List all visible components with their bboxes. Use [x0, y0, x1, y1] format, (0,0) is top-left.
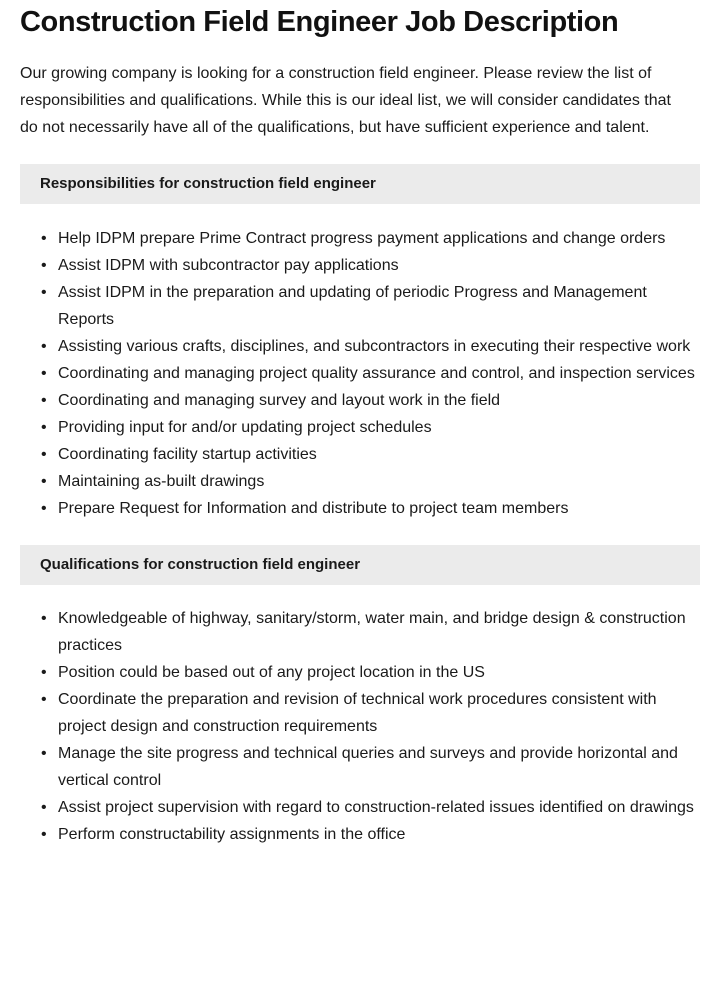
qualifications-list [20, 585, 700, 848]
list-item: • Providing input for and/or updating project schedules [20, 414, 700, 441]
section-header-responsibilities [20, 164, 700, 204]
list-item: • Assist project supervision with regard to construction-related issues identified on drawings [20, 794, 700, 821]
list-item: • Maintaining as-built drawings [20, 468, 700, 495]
responsibilities-list [20, 204, 700, 522]
list-item: • Position could be based out of any project location in the US [20, 659, 700, 686]
list-item: • Assisting various crafts, disciplines, and subcontractors in executing their respective work [20, 333, 700, 360]
section-heading-label: Responsibilities for construction field engineer [40, 175, 376, 192]
list-item: • Assist IDPM in the preparation and updating of periodic Progress and Management Reports [20, 279, 700, 333]
list-item: • Help IDPM prepare Prime Contract progress payment applications and change orders [20, 225, 700, 252]
intro-paragraph: Our growing company is looking for a construction field engineer. Please review the list of responsibilities and qualifications. While this is our ideal list, we will consider candidates that do not necessarily have all of the qualifications, but have sufficient experience and talent. [20, 65, 671, 136]
section-heading-label: Qualifications for construction field engineer [40, 556, 361, 573]
page-title: Construction Field Engineer Job Description [20, 6, 619, 38]
list-item: • Perform constructability assignments in the office [20, 821, 700, 848]
list-item: • Prepare Request for Information and distribute to project team members [20, 495, 700, 522]
list-item: • Coordinating and managing survey and layout work in the field [20, 387, 700, 414]
section-header-qualifications [20, 545, 700, 585]
list-item: • Coordinating and managing project quality assurance and control, and inspection services [20, 360, 700, 387]
list-item: • Coordinate the preparation and revision of technical work procedures consistent with project design and construction requirements [20, 686, 700, 740]
section-responsibilities [20, 164, 700, 522]
list-item: • Manage the site progress and technical queries and surveys and provide horizontal and vertical control [20, 740, 700, 794]
list-item: • Coordinating facility startup activities [20, 441, 700, 468]
section-qualifications [20, 545, 700, 848]
list-item: • Knowledgeable of highway, sanitary/storm, water main, and bridge design & construction practices [20, 605, 700, 659]
list-item: • Assist IDPM with subcontractor pay applications [20, 252, 700, 279]
job-description-page [0, 3, 720, 848]
